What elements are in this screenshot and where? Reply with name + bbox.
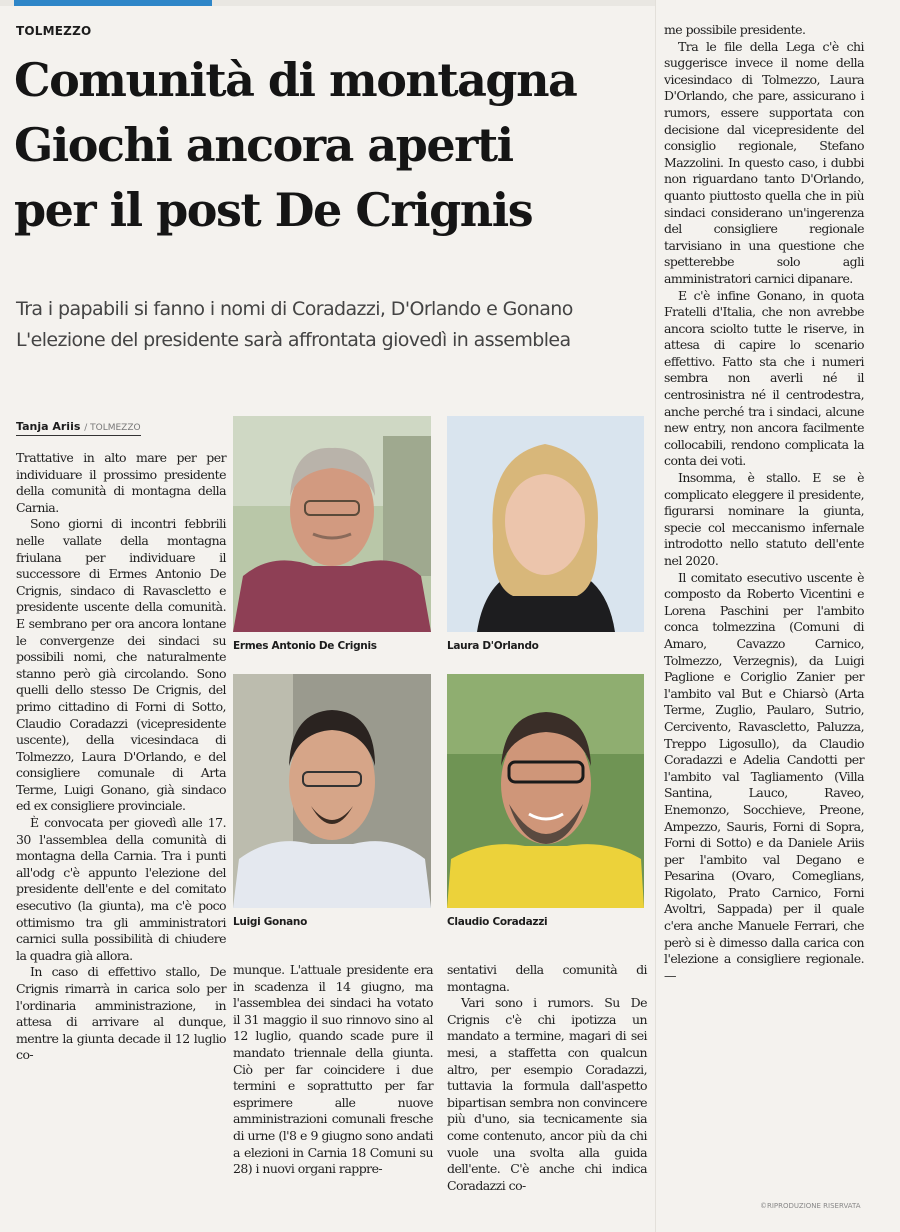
photo-caption: Laura D'Orlando [447, 640, 539, 652]
photo-de-crignis [233, 416, 431, 632]
author-name: Tanja Ariis [16, 420, 81, 433]
byline [16, 420, 141, 436]
paragraph: Il comitato esecutivo uscente è composto da Roberto Vicentini e Lorena Paschini per l'ambito conca tolmezzina (Comuni di Amaro, Cavazzo Carnico, Tolmezzo, Verzegnis), da Luigi Paglione e Coriglio Zanier per l'ambito val But e Chiarsò (Arta Terme, Zuglio, Paularo, Sutrio, Cercivento, Ravascletto, Paluzza, Treppo Ligosullo), da Claudio Coradazzi e Adelia Candotti per l'ambito val Tagliamento (Villa Santina, Lauco, Raveo, Enemonzo, Socchieve, Preone, Ampezzo, Sauris, Forni di Sopra, Forni di Sotto) e da Daniele Ariis per l'ambito val Degano e Pesarina (Ovaro, Comeglians, Rigolato, Prato Carnico, Forni Avoltri, Sappada) per il quale c'era anche Manuele Ferrari, che però si è dimesso dalla carica con l'elezione a consigliere regionale. — [664, 569, 864, 983]
section-kicker: TOLMEZZO [16, 24, 92, 38]
top-rule [0, 0, 655, 6]
byline-location: / TOLMEZZO [84, 423, 141, 433]
headline-line-2: Giochi ancora aperti [14, 118, 513, 172]
paragraph: Sono giorni di incontri febbrili nelle vallate della montagna friulana per individuare il successore di Ermes Antonio De Crignis, sindaco di Ravascletto e presidente uscente della comunità. E sembrano per ora ancora lontane le convergenze dei sindaci su possibili nomi, che naturalmente stanno però già circolando. Sono quelli dello stesso De Crignis, del primo cittadino di Forni di Sotto, Claudio Coradazzi (vicepresidente uscente), della vicesindaca di Tolmezzo, Laura D'Orlando, e del consigliere comunale di Arta Terme, Luigi Gonano, già sindaco ed ex consigliere provinciale. [16, 516, 226, 814]
subheadline [16, 294, 656, 356]
photo-caption: Claudio Coradazzi [447, 916, 548, 928]
headline-line-3: per il post De Crignis [14, 183, 533, 237]
paragraph: Tra le file della Lega c'è chi suggerisce invece il nome della vicesindaco di Tolmezzo, Laura D'Orlando, che pare, assicurano i rumors, essere supportata con decisione dal vicepresidente del consiglio regionale, Stefano Mazzolini. In questo caso, i dubbi non riguardano tanto D'Orlando, quanto piuttosto quella che in più sindaci considerano un'ingerenza del consigliere regionale tarvisiano in una questione che spetterebbe solo agli amministratori carnici dipanare. [664, 38, 864, 286]
paragraph: E c'è infine Gonano, in quota Fratelli d'Italia, che non avrebbe ancora sciolto tutte le riserve, in attesa di capire lo scenario effettivo. Fatto sta che i numeri sembra non averli né il centrosinistra né il centrodestra, anche perché tra i sindaci, alcune new entry, non ancora facilmente collocabili, rendono complicata la conta dei voti. [664, 287, 864, 469]
paragraph: Trattative in alto mare per per individuare il prossimo presidente della comunità di montagna della Carnia. [16, 450, 226, 515]
subhead-line-2: L'elezione del presidente sarà affrontata giovedì in assemblea [16, 329, 571, 351]
photo-caption: Ermes Antonio De Crignis [233, 640, 377, 652]
headline-line-1: Comunità di montagna [14, 53, 577, 107]
article-column-2 [233, 962, 433, 1178]
headline [14, 48, 664, 243]
paragraph: Insomma, è stallo. E se è complicato eleggere il presidente, figurarsi nominare la giunta, specie col meccanismo infernale introdotto nello statuto dell'ente nel 2020. [664, 470, 864, 568]
paragraph: È convocata per giovedì alle 17. 30 l'assemblea della comunità di montagna della Carnia. Tra i punti all'odg c'è appunto l'elezione del presidente dell'ente e del comitato esecutivo (la giunta), ma c'è poco ottimismo tra gli amministratori carnici sulla possibilità di chiudere la quadra già allora. [16, 815, 226, 963]
photo-gonano [233, 674, 431, 908]
article-column-3 [447, 962, 647, 1194]
paragraph: munque. L'attuale presidente era in scadenza il 14 giugno, ma l'assemblea dei sindaci ha votato il 31 maggio il suo rinnovo sino al 12 luglio, quando scade pure il mandato triennale della giunta. Ciò per far coincidere i due termini e soprattutto per far esprimere alle nuove amministrazioni comunali fresche di urne (l'8 e 9 giugno sono andati a elezioni in Carnia 18 Comuni su 28) i nuovi organi rappre- [233, 962, 433, 1177]
photo-dorlando [447, 416, 644, 632]
paragraph: sentativi della comunità di montagna. [447, 962, 647, 994]
paragraph: me possibile presidente. [664, 22, 806, 37]
photo-coradazzi [447, 674, 644, 908]
article-column-1 [16, 450, 226, 1064]
article-column-4 [664, 22, 864, 984]
subhead-line-1: Tra i papabili si fanno i nomi di Coradazzi, D'Orlando e Gonano [16, 298, 573, 320]
copyright-notice: ©RIPRODUZIONE RISERVATA [760, 1202, 861, 1210]
paragraph: In caso di effettivo stallo, De Crignis rimarrà in carica solo per l'ordinaria amministrazione, in attesa di arrivare al dunque, mentre la giunta decade il 12 luglio co- [16, 964, 226, 1063]
paragraph: Vari sono i rumors. Su De Crignis c'è chi ipotizza un mandato a termine, magari di sei mesi, a staffetta con qualcun altro, per esempio Coradazzi, tuttavia la formula dall'aspetto bipartisan sembra non convincere più d'uno, sia tecnicamente sia come contenuto, ancor più da chi vuole una svolta alla guida dell'ente. C'è anche chi indica Coradazzi co- [447, 995, 647, 1193]
section-accent-bar [14, 0, 212, 6]
photo-caption: Luigi Gonano [233, 916, 308, 928]
